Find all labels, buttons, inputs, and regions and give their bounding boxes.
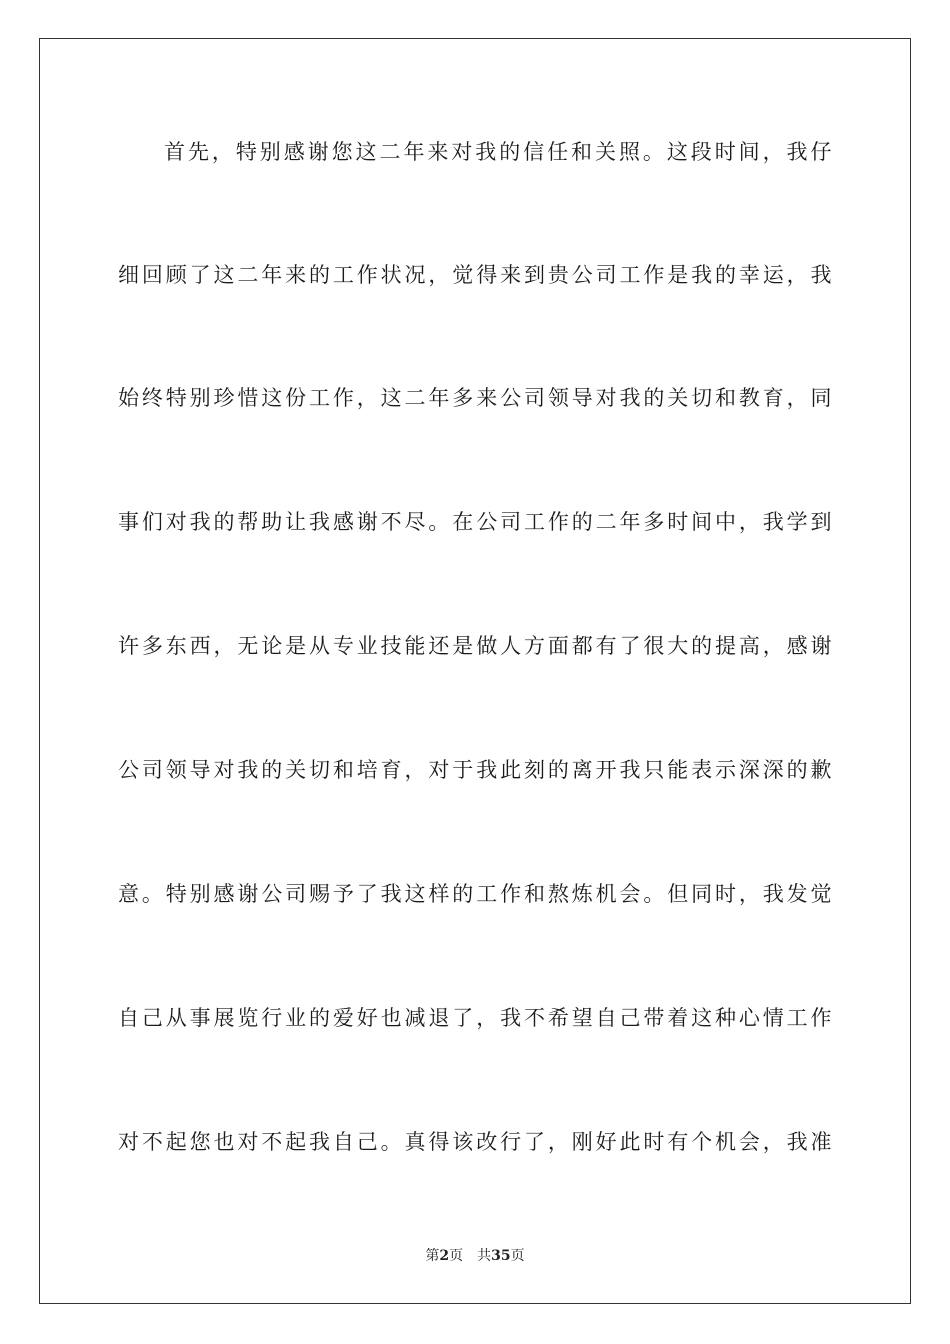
page-footer bbox=[0, 1247, 950, 1265]
page-number: 2 bbox=[439, 1248, 450, 1264]
body-text-line-5: 许多东西，无论是从专业技能还是做人方面都有了很大的提高，感谢 bbox=[118, 634, 832, 658]
page-prefix: 第 bbox=[425, 1248, 440, 1264]
body-text-line-7: 意。特别感谢公司赐予了我这样的工作和熬炼机会。但同时，我发觉 bbox=[118, 882, 832, 906]
body-text-line-4: 事们对我的帮助让我感谢不尽。在公司工作的二年多时间中，我学到 bbox=[118, 510, 832, 534]
total-unit: 页 bbox=[510, 1248, 525, 1264]
body-text-line-2: 细回顾了这二年来的工作状况，觉得来到贵公司工作是我的幸运，我 bbox=[118, 263, 832, 287]
total-pages: 35 bbox=[491, 1248, 511, 1264]
body-text-line-3: 始终特别珍惜这份工作，这二年多来公司领导对我的关切和教育，同 bbox=[118, 386, 832, 410]
total-prefix: 共 bbox=[477, 1248, 492, 1264]
body-text-line-8: 自己从事展览行业的爱好也减退了，我不希望自己带着这种心情工作 bbox=[118, 1006, 832, 1030]
body-text-line-1: 首先，特别感谢您这二年来对我的信任和关照。这段时间，我仔 bbox=[164, 140, 832, 164]
body-text-line-6: 公司领导对我的关切和培育，对于我此刻的离开我只能表示深深的歉 bbox=[118, 758, 832, 782]
page-unit: 页 bbox=[449, 1248, 464, 1264]
page-border bbox=[39, 38, 911, 1304]
body-text-line-9: 对不起您也对不起我自己。真得该改行了，刚好此时有个机会，我准 bbox=[118, 1130, 832, 1154]
